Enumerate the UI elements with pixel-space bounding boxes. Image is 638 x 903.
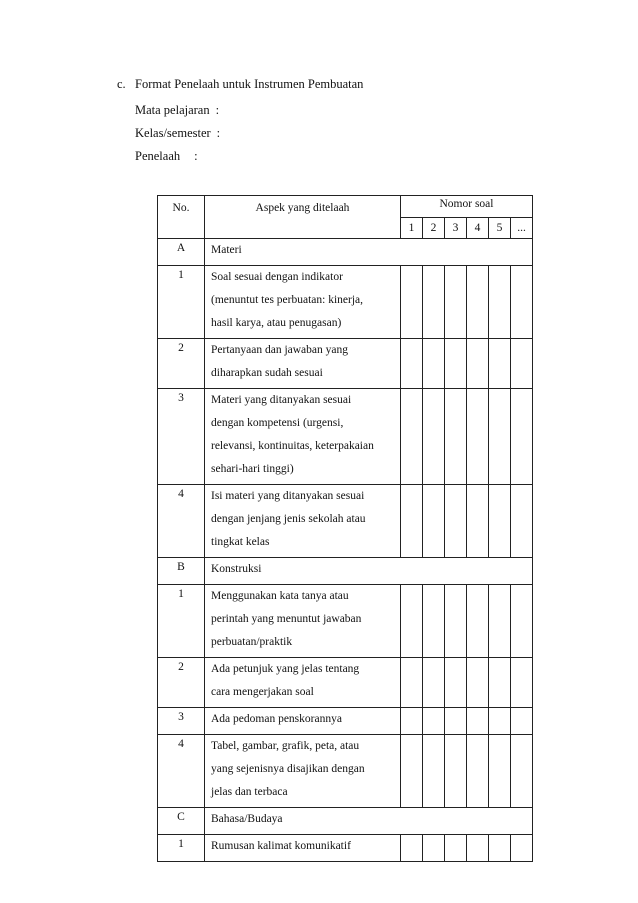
table-row [158,585,533,658]
aspect-cell [205,835,401,862]
score-cell[interactable] [445,585,467,658]
score-cell[interactable] [489,485,511,558]
aspect-text-line: tingkat kelas [211,536,270,548]
aspect-text-line: perbuatan/praktik [211,636,293,648]
review-table [157,195,533,862]
aspect-text-line: Tabel, gambar, grafik, peta, atau [211,740,360,752]
aspect-cell [205,389,401,485]
score-cell[interactable] [467,708,489,735]
table-row [158,339,533,389]
score-cell[interactable] [401,735,423,808]
table-row [158,835,533,862]
row-number: A [158,239,205,266]
aspect-cell [205,266,401,339]
aspect-text-line: (menuntut tes perbuatan: kinerja, [211,294,364,306]
score-cell[interactable] [401,339,423,389]
aspect-cell [205,735,401,808]
section-row [158,808,533,835]
aspect-text-line: jelas dan terbaca [211,786,288,798]
score-cell[interactable] [489,585,511,658]
row-number: 1 [158,835,205,862]
row-number: 4 [158,485,205,558]
aspect-cell [205,485,401,558]
score-cell[interactable] [401,708,423,735]
score-cell[interactable] [401,835,423,862]
score-cell[interactable] [489,339,511,389]
score-cell[interactable] [423,266,445,339]
score-cell[interactable] [423,585,445,658]
aspect-text-line: Materi yang ditanyakan sesuai [211,394,352,406]
heading-text: Format Penelaah untuk Instrumen Pembuatan [135,77,364,91]
meta-label: Kelas/semester [135,126,211,140]
score-cell[interactable] [445,658,467,708]
row-number: 3 [158,708,205,735]
section-heading [117,77,363,92]
header-number: 4 [467,218,489,239]
score-cell[interactable] [423,339,445,389]
meta-colon: : [194,149,198,163]
score-cell[interactable] [489,658,511,708]
meta-colon: : [215,103,220,117]
aspect-cell [205,339,401,389]
aspect-cell [205,658,401,708]
score-cell[interactable] [467,735,489,808]
aspect-cell [205,708,401,735]
score-cell[interactable] [423,485,445,558]
aspect-text-line: yang sejenisnya disajikan dengan [211,763,365,775]
score-cell[interactable] [445,389,467,485]
score-cell[interactable] [445,835,467,862]
score-cell[interactable] [489,735,511,808]
aspect-text-line: Rumusan kalimat komunikatif [211,840,351,852]
score-cell[interactable] [489,708,511,735]
score-cell[interactable] [467,585,489,658]
aspect-text-line: Materi [211,244,242,256]
header-number: 2 [423,218,445,239]
aspect-text-line: sehari-hari tinggi) [211,463,294,475]
score-cell[interactable] [489,835,511,862]
aspect-text-line: Konstruksi [211,563,262,575]
score-cell[interactable] [423,658,445,708]
score-cell[interactable] [445,708,467,735]
aspect-text-line: hasil karya, atau penugasan) [211,317,342,329]
score-cell[interactable] [401,658,423,708]
aspect-text-line: perintah yang menuntut jawaban [211,613,362,625]
aspect-text-line: Ada petunjuk yang jelas tentang [211,663,360,675]
row-number: 4 [158,735,205,808]
aspect-cell [205,239,533,266]
score-cell[interactable] [511,835,533,862]
aspect-text-line: Pertanyaan dan jawaban yang [211,344,348,356]
meta-penelaah [135,149,198,164]
meta-label: Penelaah [135,149,181,163]
aspect-cell [205,585,401,658]
score-cell[interactable] [511,266,533,339]
score-cell[interactable] [423,389,445,485]
aspect-text-line: Ada pedoman penskorannya [211,713,342,725]
meta-colon: : [216,126,221,140]
aspect-text-line: dengan jenjang jenis sekolah atau [211,513,366,525]
score-cell[interactable] [489,389,511,485]
header-no: No. [158,196,205,239]
table-row [158,658,533,708]
row-number: 2 [158,339,205,389]
score-cell[interactable] [511,658,533,708]
header-number: 1 [401,218,423,239]
section-row [158,239,533,266]
table-row [158,485,533,558]
score-cell[interactable] [511,735,533,808]
score-cell[interactable] [489,266,511,339]
aspect-text-line: Soal sesuai dengan indikator [211,271,343,283]
score-cell[interactable] [467,339,489,389]
header-number: 5 [489,218,511,239]
score-cell[interactable] [423,735,445,808]
row-number: 2 [158,658,205,708]
aspect-text-line: diharapkan sudah sesuai [211,367,323,379]
score-cell[interactable] [445,266,467,339]
meta-kelas-semester [135,126,220,141]
header-number: 3 [445,218,467,239]
score-cell[interactable] [401,585,423,658]
score-cell[interactable] [467,835,489,862]
aspect-cell [205,558,533,585]
header-aspek: Aspek yang ditelaah [205,196,401,239]
score-cell[interactable] [511,708,533,735]
score-cell[interactable] [511,389,533,485]
score-cell[interactable] [467,485,489,558]
aspect-text-line: Isi materi yang ditanyakan sesuai [211,490,365,502]
aspect-text-line: relevansi, kontinuitas, keterpakaian [211,440,374,452]
header-row [158,196,533,218]
row-number: B [158,558,205,585]
aspect-text-line: Bahasa/Budaya [211,813,283,825]
row-number: 3 [158,389,205,485]
meta-mata-pelajaran [135,103,219,118]
meta-label: Mata pelajaran [135,103,210,117]
score-cell[interactable] [445,735,467,808]
aspect-text-line: Menggunakan kata tanya atau [211,590,349,602]
row-number: 1 [158,585,205,658]
aspect-text-line: dengan kompetensi (urgensi, [211,417,344,429]
header-nomor-soal: Nomor soal [401,196,533,218]
row-number: C [158,808,205,835]
header-number: ... [511,218,533,239]
score-cell[interactable] [423,708,445,735]
aspect-cell [205,808,533,835]
score-cell[interactable] [445,339,467,389]
heading-marker: c. [117,77,126,91]
score-cell[interactable] [511,485,533,558]
score-cell[interactable] [401,485,423,558]
table-row [158,735,533,808]
table-row [158,708,533,735]
aspect-text-line: cara mengerjakan soal [211,686,314,698]
score-cell[interactable] [467,389,489,485]
score-cell[interactable] [445,485,467,558]
score-cell[interactable] [467,658,489,708]
score-cell[interactable] [423,835,445,862]
table-row [158,266,533,339]
table-body [158,239,533,862]
score-cell[interactable] [511,585,533,658]
score-cell[interactable] [401,389,423,485]
row-number: 1 [158,266,205,339]
score-cell[interactable] [401,266,423,339]
score-cell[interactable] [467,266,489,339]
section-row [158,558,533,585]
score-cell[interactable] [511,339,533,389]
table-row [158,389,533,485]
